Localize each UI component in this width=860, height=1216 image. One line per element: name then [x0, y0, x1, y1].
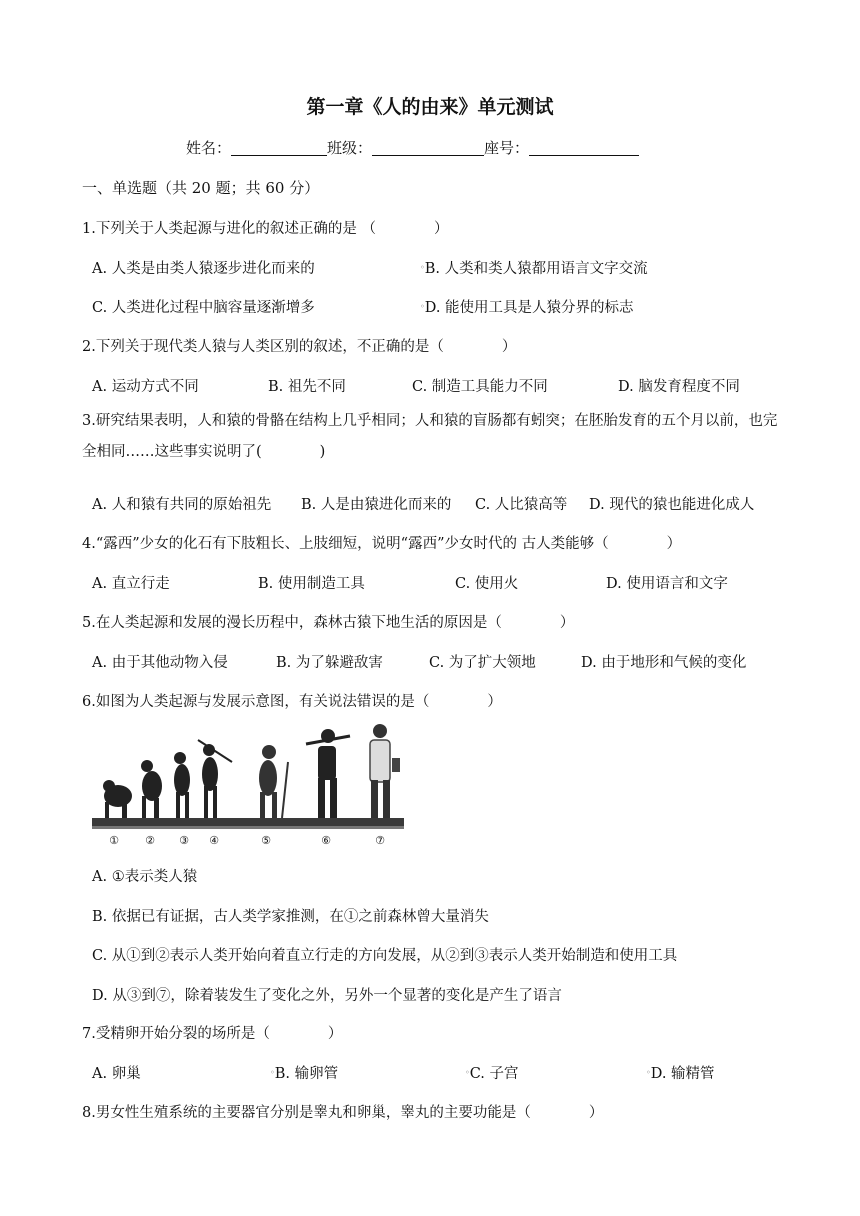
q6-option-d[interactable]: D. 从③到⑦，除着装发生了变化之外，另外一个显著的变化是产生了语言: [92, 988, 562, 1004]
q6-option-a[interactable]: A. ①表示类人猿: [92, 869, 198, 885]
question-5-stem: 5.在人类起源和发展的漫长历程中，森林古猿下地生活的原因是（ ）: [82, 615, 575, 631]
q6-option-c[interactable]: C. 从①到②表示人类开始向着直立行走的方向发展，从②到③表示人类开始制造和使用工具: [92, 948, 678, 964]
anchor-mark: ◦: [465, 1068, 470, 1077]
q2-option-c[interactable]: C. 制造工具能力不同: [412, 379, 548, 395]
q3-option-d[interactable]: D. 现代的猿也能进化成人: [589, 497, 755, 513]
question-4-stem: 4.“露西”少女的化石有下肢粗长、上肢细短，说明“露西”少女时代的 古人类能够（ ）: [82, 536, 682, 552]
figure-modern-laborer: [306, 729, 350, 818]
anchor-mark: ◦: [270, 1068, 275, 1077]
q1-option-b-text: B. 人类和类人猿都用语言文字交流: [424, 261, 648, 277]
q7-option-c[interactable]: [465, 1062, 519, 1083]
q7-option-b[interactable]: [270, 1062, 338, 1083]
seat-label: 座号：: [484, 139, 530, 157]
figure-early-hominid: [141, 760, 162, 818]
figure-label-2: ②: [145, 834, 155, 846]
seat-blank[interactable]: [529, 139, 639, 156]
q7-option-b-text: B. 输卵管: [274, 1066, 339, 1082]
figure-hominid-3: [174, 752, 190, 818]
q1-option-a[interactable]: A. 人类是由类人猿逐步进化而来的: [92, 261, 315, 277]
student-info-fields: [186, 137, 639, 158]
question-8-stem: 8.男女性生殖系统的主要器官分别是睾丸和卵巢，睾丸的主要功能是（ ）: [82, 1105, 604, 1121]
page-title: 第一章《人的由来》单元测试: [306, 96, 554, 118]
q2-option-b[interactable]: B. 祖先不同: [268, 379, 346, 395]
human-evolution-figure: [92, 722, 404, 846]
question-7-stem: 7.受精卵开始分裂的场所是（ ）: [82, 1026, 343, 1042]
q2-option-d[interactable]: D. 脑发育程度不同: [618, 379, 740, 395]
ground-shadow: [92, 826, 404, 829]
name-label: 姓名：: [186, 139, 232, 157]
class-label: 班级：: [327, 139, 373, 157]
question-6-stem: 6.如图为人类起源与发展示意图，有关说法错误的是（ ）: [82, 694, 502, 710]
anchor-mark: ◦: [646, 1068, 651, 1077]
q1-option-c[interactable]: C. 人类进化过程中脑容量逐渐增多: [92, 300, 315, 316]
q7-option-c-text: C. 子宫: [469, 1066, 519, 1082]
q5-option-a[interactable]: A. 由于其他动物入侵: [92, 655, 228, 671]
figure-label-4: ④: [209, 834, 219, 846]
q7-option-a[interactable]: A. 卵巢: [92, 1066, 141, 1082]
figure-ape: [103, 780, 132, 818]
question-3-stem: 3.研究结果表明，人和猿的骨骼在结构上几乎相同；人和猿的盲肠都有蚓突；在胚胎发育的五个月以前，也完全相同……这些事实说明了( ): [82, 413, 778, 460]
q3-option-c[interactable]: C. 人比猿高等: [475, 497, 568, 513]
q5-option-b[interactable]: B. 为了躲避敌害: [276, 655, 383, 671]
q4-option-a[interactable]: A. 直立行走: [92, 576, 170, 592]
q4-option-b[interactable]: B. 使用制造工具: [258, 576, 365, 592]
figure-modern-man: [370, 724, 400, 818]
q1-option-d[interactable]: [420, 296, 634, 317]
figure-label-3: ③: [179, 834, 189, 846]
question-2-stem: 2.下列关于现代类人猿与人类区别的叙述，不正确的是（ ）: [82, 339, 517, 355]
q4-option-d[interactable]: D. 使用语言和文字: [606, 576, 728, 592]
q3-option-b[interactable]: B. 人是由猿进化而来的: [301, 497, 452, 513]
q5-option-d[interactable]: D. 由于地形和气候的变化: [581, 655, 747, 671]
figure-label-1: ①: [109, 834, 119, 846]
q3-option-a[interactable]: A. 人和猿有共同的原始祖先: [92, 497, 272, 513]
anchor-mark: ◦: [420, 263, 425, 272]
q7-option-d[interactable]: [646, 1062, 715, 1083]
q1-option-b[interactable]: [420, 257, 648, 278]
figure-caveman: [259, 745, 288, 818]
q4-option-c[interactable]: C. 使用火: [455, 576, 519, 592]
q1-option-d-text: D. 能使用工具是人猿分界的标志: [424, 300, 634, 316]
name-blank[interactable]: [231, 139, 327, 156]
question-1-stem: 1.下列关于人类起源与进化的叙述正确的是 （ ）: [82, 221, 449, 237]
figure-label-5: ⑤: [261, 834, 271, 846]
q5-option-c[interactable]: C. 为了扩大领地: [429, 655, 536, 671]
class-blank[interactable]: [372, 139, 484, 156]
figure-tool-user: [198, 740, 232, 818]
q6-option-b[interactable]: B. 依据已有证据，古人类学家推测，在①之前森林曾大量消失: [92, 909, 489, 925]
figure-label-7: ⑦: [375, 834, 385, 846]
q7-option-d-text: D. 输精管: [650, 1066, 715, 1082]
evolution-illustration: [92, 722, 404, 846]
figure-label-6: ⑥: [321, 834, 331, 846]
section-heading: 一、单选题（共 20 题；共 60 分）: [82, 179, 320, 197]
q2-option-a[interactable]: A. 运动方式不同: [92, 379, 199, 395]
anchor-mark: ◦: [420, 302, 425, 311]
